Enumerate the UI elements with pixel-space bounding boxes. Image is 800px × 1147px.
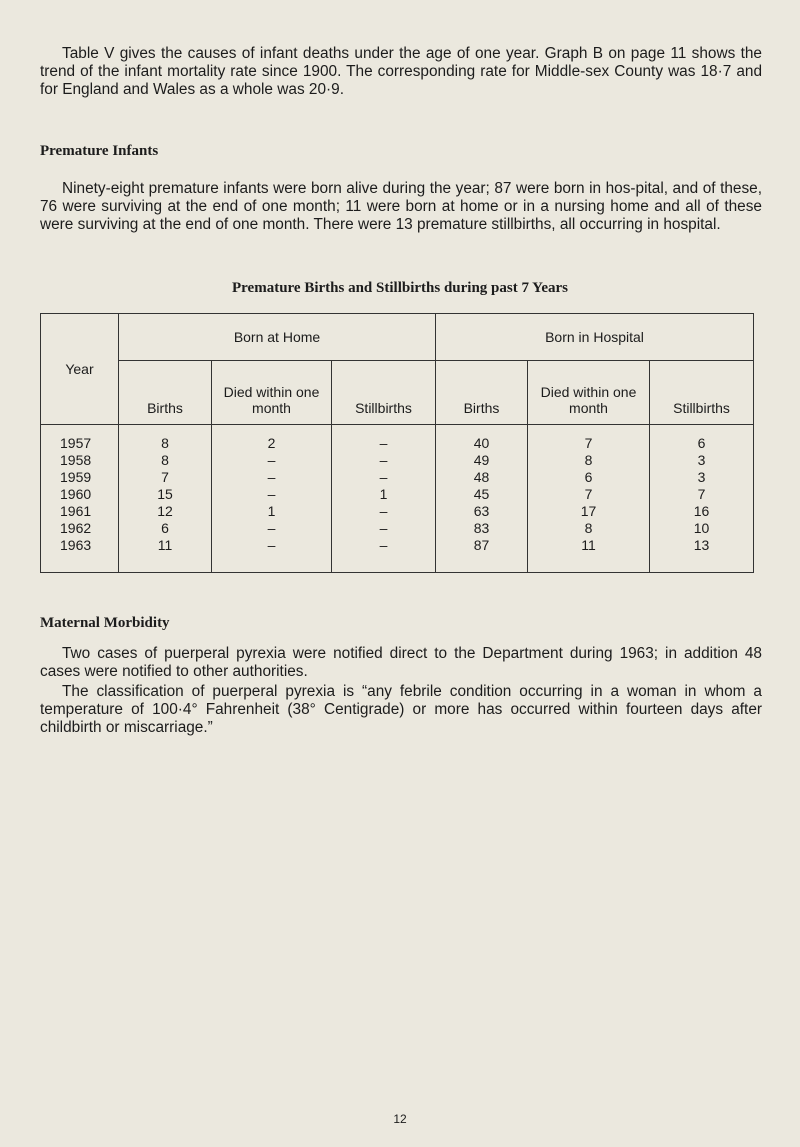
table-cell: 7 xyxy=(528,425,650,453)
table-cell: – xyxy=(332,469,436,486)
table-cell: 8 xyxy=(528,520,650,537)
table-cell: 45 xyxy=(436,486,528,503)
table-cell: 3 xyxy=(650,469,754,486)
intro-paragraph: Table V gives the causes of infant deaths under the age of one year. Graph B on page 11 shows the trend of the infant mortality rate since 1900. The corresponding rate for Middle-sex County was 18·7 and for England and Wales as a whole was 20·9. xyxy=(40,45,762,98)
table-cell: 11 xyxy=(528,537,650,554)
table-cell: 40 xyxy=(436,425,528,453)
year-column-header: Year xyxy=(41,314,119,425)
year-cell: 1957 xyxy=(41,425,119,453)
table-cell: 8 xyxy=(528,452,650,469)
home-stillbirths-header: Stillbirths xyxy=(332,361,436,425)
table-cell: 1 xyxy=(212,503,332,520)
table-cell: 87 xyxy=(436,537,528,554)
home-births-header: Births xyxy=(119,361,212,425)
table-title: Premature Births and Stillbirths during past 7 Years xyxy=(232,280,568,296)
table-cell: – xyxy=(212,469,332,486)
home-died-header: Died within one month xyxy=(212,361,332,425)
year-cell: 1963 xyxy=(41,537,119,554)
table-cell: 6 xyxy=(528,469,650,486)
table-cell: 11 xyxy=(119,537,212,554)
table-cell: 6 xyxy=(119,520,212,537)
table-cell: 8 xyxy=(119,452,212,469)
year-cell: 1962 xyxy=(41,520,119,537)
table-cell: 83 xyxy=(436,520,528,537)
table-cell: 12 xyxy=(119,503,212,520)
table-cell: – xyxy=(332,503,436,520)
table-cell: – xyxy=(332,520,436,537)
born-at-home-header: Born at Home xyxy=(119,314,436,361)
hospital-stillbirths-header: Stillbirths xyxy=(650,361,754,425)
table-cell: 6 xyxy=(650,425,754,453)
maternal-morbidity-heading: Maternal Morbidity xyxy=(40,615,170,631)
table-cell: – xyxy=(212,537,332,554)
table-cell: – xyxy=(332,452,436,469)
table-cell: – xyxy=(332,537,436,554)
table-cell: 13 xyxy=(650,537,754,554)
premature-infants-paragraph: Ninety-eight premature infants were born alive during the year; 87 were born in hos-pital, and of these, 76 were surviving at the end of one month; 11 were born at home or in a nursing home and all of these were surviving at the end of one month. There were 13 premature stillbirths, all occurring in hospital. xyxy=(40,180,762,233)
year-cell: 1958 xyxy=(41,452,119,469)
table-row xyxy=(41,425,754,453)
premature-births-table xyxy=(40,313,754,573)
year-cell: 1961 xyxy=(41,503,119,520)
table-row xyxy=(41,503,754,520)
page-number: 12 xyxy=(393,1112,407,1126)
table-cell: 48 xyxy=(436,469,528,486)
table-cell: 15 xyxy=(119,486,212,503)
table-cell: 16 xyxy=(650,503,754,520)
table-cell: 3 xyxy=(650,452,754,469)
premature-infants-heading: Premature Infants xyxy=(40,143,159,159)
table-cell: 17 xyxy=(528,503,650,520)
table-row xyxy=(41,520,754,537)
table-cell: 8 xyxy=(119,425,212,453)
table-cell: – xyxy=(212,452,332,469)
table-cell: 7 xyxy=(119,469,212,486)
table-spacer-row xyxy=(41,554,754,573)
table-row xyxy=(41,537,754,554)
table-cell: 49 xyxy=(436,452,528,469)
table-cell: 1 xyxy=(332,486,436,503)
year-cell: 1960 xyxy=(41,486,119,503)
table-row xyxy=(41,486,754,503)
table-cell: 63 xyxy=(436,503,528,520)
maternal-morbidity-paragraph-2: The classification of puerperal pyrexia is “any febrile condition occurring in a woman in whom a temperature of 100·4° Fahrenheit (38° Centigrade) or more has occurred within fourteen days after childbirth or miscarriage.” xyxy=(40,683,762,736)
table-cell: – xyxy=(212,486,332,503)
table-cell: 7 xyxy=(650,486,754,503)
hospital-births-header: Births xyxy=(436,361,528,425)
hospital-died-header: Died within one month xyxy=(528,361,650,425)
table-cell: 7 xyxy=(528,486,650,503)
table-cell: – xyxy=(332,425,436,453)
table-cell: – xyxy=(212,520,332,537)
table-cell: 2 xyxy=(212,425,332,453)
maternal-morbidity-paragraph-1: Two cases of puerperal pyrexia were notified direct to the Department during 1963; in addition 48 cases were notified to other authorities. xyxy=(40,645,762,680)
born-in-hospital-header: Born in Hospital xyxy=(436,314,754,361)
table-row xyxy=(41,469,754,486)
year-cell: 1959 xyxy=(41,469,119,486)
table-row xyxy=(41,452,754,469)
table-cell: 10 xyxy=(650,520,754,537)
